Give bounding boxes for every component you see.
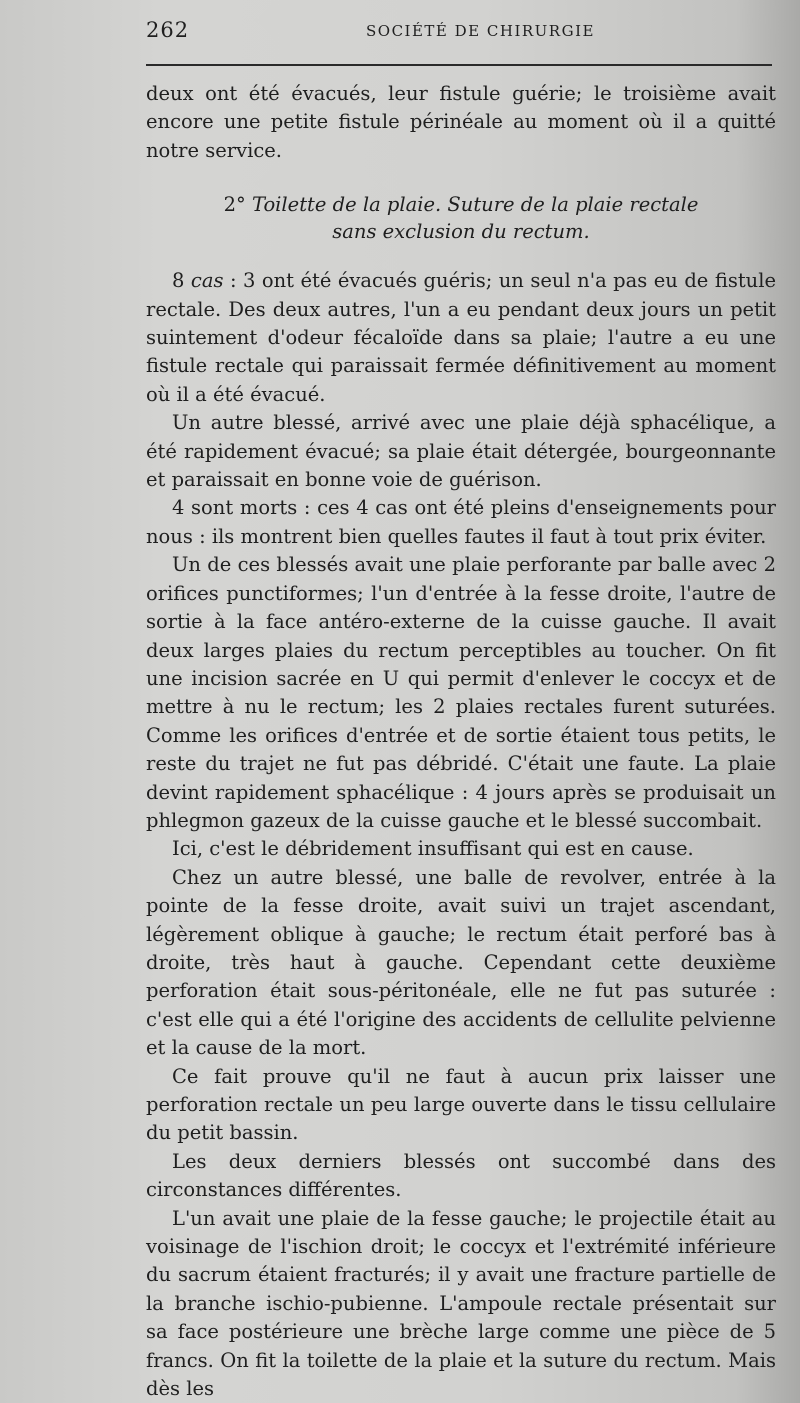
cases-summary-text: : 3 ont été évacués guéris; un seul n'a pas eu de fistule rectale. Des deux autres, l'un a eu pendant deux jours un petit suintement d'odeur fécaloïde dans sa plaie; l'autre a eu une fistule rectale qui paraissait fermée définitivement au moment où il a été évacué.	[146, 269, 777, 406]
paragraph: Les deux derniers blessés ont succombé dans des circonstances différentes.	[146, 1149, 776, 1202]
body-text	[146, 80, 776, 1403]
header-rule	[146, 64, 772, 66]
page-number: 262	[146, 18, 190, 42]
section-title-line1: Toilette de la plaie. Suture de la plaie rectale	[251, 193, 699, 217]
paragraph: Ce fait prouve qu'il ne faut à aucun prix laisser une perforation rectale un peu large ouverte dans le tissu cellulaire du petit bassin.	[146, 1064, 776, 1145]
running-head	[146, 18, 774, 48]
paragraph: Ici, c'est le débridement insuffisant qui est en cause.	[172, 837, 694, 861]
case-count: 8	[172, 269, 185, 293]
paragraph: 4 sont morts : ces 4 cas ont été pleins d'enseignements pour nous : ils montrent bien quelles fautes il faut à tout prix éviter.	[146, 496, 776, 548]
journal-title: SOCIÉTÉ DE CHIRURGIE	[366, 22, 595, 40]
section-title-line2: sans exclusion du rectum.	[332, 220, 590, 244]
paragraph: L'un avait une plaie de la fesse gauche; le projectile était au voisinage de l'ischion droit; le coccyx et l'extrémité inférieure du sacrum étaient fracturés; il y avait une fracture partielle de la branche ischio-pubienne. L'ampoule rectale présentait sur sa face postérieure une brèche large comme une pièce de 5 francs. On fit la toilette de la plaie et la suture du rectum. Mais dès les	[146, 1206, 776, 1401]
section-heading	[146, 191, 776, 245]
paragraph: Un autre blessé, arrivé avec une plaie déjà sphacélique, a été rapidement évacué; sa plaie était détergée, bourgeonnante et paraissait en bonne voie de guérison.	[146, 411, 776, 492]
paragraph-cases-summary	[146, 267, 776, 409]
paragraph: Chez un autre blessé, une balle de revolver, entrée à la pointe de la fesse droite, avait suivi un trajet ascendant, légèrement oblique à gauche; le rectum était perforé bas à droite, très haut à gauche. Cependant cette deuxième perforation était sous-péritonéale, elle ne fut pas suturée : c'est elle qui a été l'origine des accidents de cellulite pelvienne et la cause de la mort.	[146, 865, 776, 1060]
section-number: 2°	[223, 193, 246, 217]
cases-word: cas	[190, 269, 224, 293]
paragraph-continued: deux ont été évacués, leur fistule guérie; le troisième avait encore une petite fistule périnéale au moment où il a quitté notre service.	[146, 82, 776, 162]
paragraph: Un de ces blessés avait une plaie perforante par balle avec 2 orifices punctiformes; l'un d'entrée à la fesse droite, l'autre de sortie à la face antéro-externe de la cuisse gauche. Il avait deux larges plaies du rectum perceptibles au toucher. On fit une incision sacrée en U qui permit d'enlever le coccyx et de mettre à nu le rectum; les 2 plaies rectales furent suturées. Comme les orifices d'entrée et de sortie étaient tous petits, le reste du trajet ne fut pas débridé. C'était une faute. La plaie devint rapidement sphacélique : 4 jours après se produisait un phlegmon gazeux de la cuisse gauche et le blessé succombait.	[146, 553, 776, 832]
